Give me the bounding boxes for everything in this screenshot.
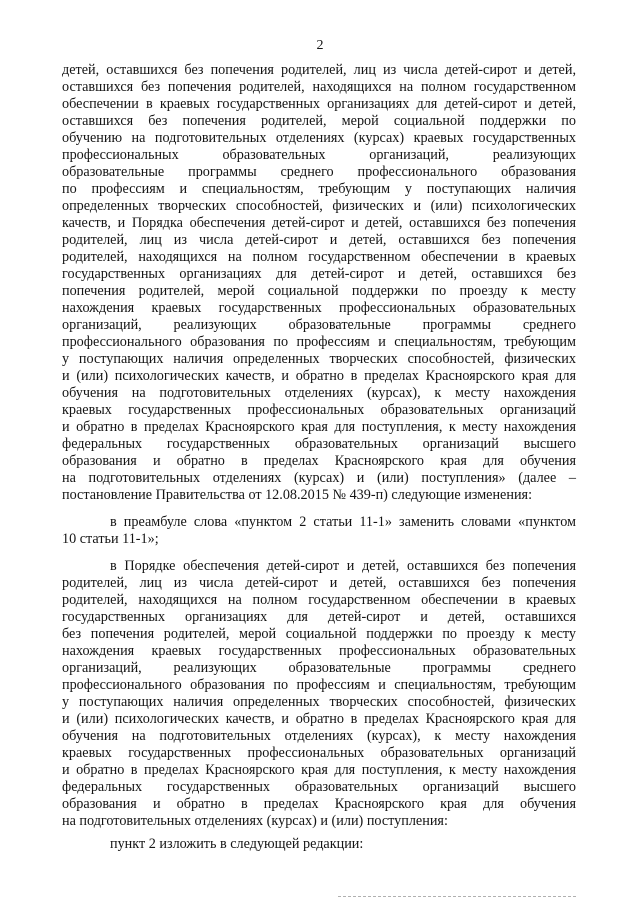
text-line: родителей, лиц из числа детей-сирот и детей, оставшихся без попечения — [62, 575, 576, 591]
text-line: федеральных государственных образовательных организаций высшего — [62, 779, 576, 795]
text-line: попечения родителей, мерой социальной поддержки по проезду к месту — [62, 283, 576, 299]
paragraph-first-line: в Порядке обеспечения детей-сирот и детей, оставшихся без попечения — [110, 558, 576, 574]
text-line: организаций, реализующих образовательные программы среднего — [62, 660, 576, 676]
text-line: и (или) психологических качеств, и обратно в пределах Красноярского края для — [62, 368, 576, 384]
text-line: родителей, лиц из числа детей-сирот и детей, оставшихся без попечения — [62, 232, 576, 248]
text-line: профессионального образования по профессиям и специальностям, требующим — [62, 677, 576, 693]
text-line: оставшихся без попечения родителей, мерой социальной поддержки по — [62, 113, 576, 129]
footer-rule — [338, 896, 576, 897]
text-line: нахождения краевых государственных профессиональных образовательных — [62, 300, 576, 316]
text-line: обучению на подготовительных отделениях (курсах) краевых государственных — [62, 130, 576, 146]
text-line: оставшихся без попечения родителей, находящихся на полном государственном — [62, 79, 576, 95]
text-line: образования и обратно в пределах Красноярского края для обучения — [62, 453, 576, 469]
paragraph-first-line: в преамбуле слова «пунктом 2 статьи 11-1» заменить словами «пунктом — [110, 514, 576, 530]
text-line: 10 статьи 11-1»; — [62, 531, 159, 547]
text-line: детей, оставшихся без попечения родителей, лиц из числа детей-сирот и детей, — [62, 62, 576, 78]
text-line: постановление Правительства от 12.08.2015 № 439-п) следующие изменения: — [62, 487, 533, 503]
text-line: и обратно в пределах Красноярского края для поступления, к месту нахождения — [62, 419, 576, 435]
text-line: и обратно в пределах Красноярского края для поступления, к месту нахождения — [62, 762, 576, 778]
text-line: качеств, и Порядка обеспечения детей-сирот и детей, оставшихся без попечения — [62, 215, 576, 231]
text-line: по профессиям и специальностям, требующим у поступающих наличия — [62, 181, 576, 197]
text-line: государственных организациях для детей-сирот и детей, оставшихся — [62, 609, 576, 625]
text-line: без попечения родителей, мерой социальной поддержки по проезду к месту — [62, 626, 576, 642]
text-line: обучения на подготовительных отделениях (курсах), к месту нахождения — [62, 728, 576, 744]
text-line: нахождения краевых государственных профессиональных образовательных — [62, 643, 576, 659]
text-line: у поступающих наличия определенных творческих способностей, физических — [62, 694, 576, 710]
text-line: у поступающих наличия определенных творческих способностей, физических — [62, 351, 576, 367]
text-line: профессионального образования по профессиям и специальностям, требующим — [62, 334, 576, 350]
text-line: профессиональных образовательных организаций, реализующих — [62, 147, 576, 163]
text-line: на подготовительных отделениях (курсах) и (или) поступления» (далее – — [62, 470, 576, 486]
text-line: родителей, находящихся на полном государственном обеспечении в краевых — [62, 592, 576, 608]
text-line: и (или) психологических качеств, и обратно в пределах Красноярского края для — [62, 711, 576, 727]
paragraph-first-line: пункт 2 изложить в следующей редакции: — [110, 836, 364, 852]
text-line: обеспечении в краевых государственных организациях для детей-сирот и детей, — [62, 96, 576, 112]
text-line: определенных творческих способностей, физических и (или) психологических — [62, 198, 576, 214]
text-line: государственных организациях для детей-сирот и детей, оставшихся без — [62, 266, 576, 282]
text-line: краевых государственных профессиональных образовательных организаций — [62, 402, 576, 418]
text-line: федеральных государственных образовательных организаций высшего — [62, 436, 576, 452]
text-line: на подготовительных отделениях (курсах) и (или) поступления: — [62, 813, 448, 829]
text-line: образовательные программы среднего профессионального образования — [62, 164, 576, 180]
text-line: организаций, реализующих образовательные программы среднего — [62, 317, 576, 333]
text-line: родителей, находящихся на полном государственном обеспечении в краевых — [62, 249, 576, 265]
page-number: 2 — [316, 38, 324, 53]
text-line: краевых государственных профессиональных образовательных организаций — [62, 745, 576, 761]
text-line: обучения на подготовительных отделениях (курсах), к месту нахождения — [62, 385, 576, 401]
text-line: образования и обратно в пределах Красноярского края для обучения — [62, 796, 576, 812]
